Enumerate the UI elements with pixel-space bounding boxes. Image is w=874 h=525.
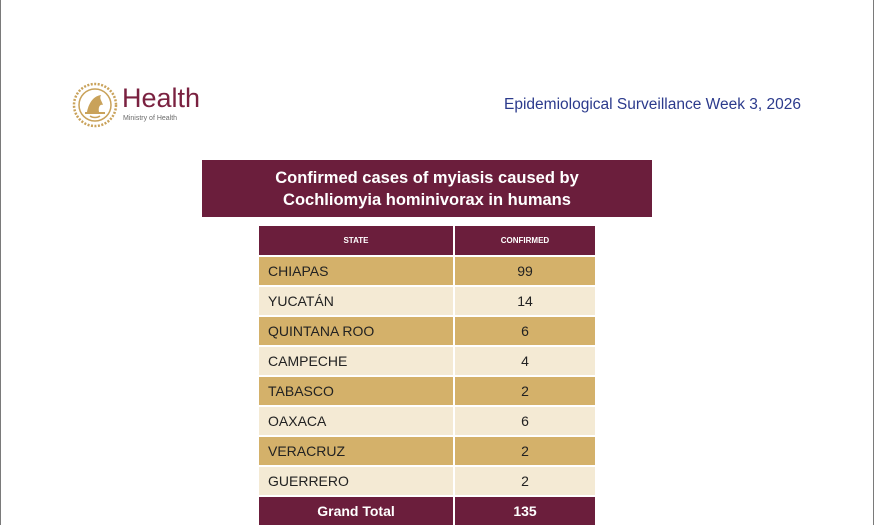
logo-subtitle: Ministry of Health [123,115,178,122]
confirmed-cell: 99 [454,256,595,286]
page-border-left [0,0,1,525]
state-cell: OAXACA [259,406,454,436]
state-cell: CAMPECHE [259,346,454,376]
confirmed-cell: 2 [454,376,595,406]
table-title-banner [202,160,652,217]
state-cell: QUINTANA ROO [259,316,454,346]
grand-total-value: 135 [454,496,595,525]
table-row [259,436,595,466]
confirmed-cell: 2 [454,436,595,466]
table-title: Confirmed cases of myiasis caused by Cochliomyia hominivorax in humans [275,168,579,209]
cases-table [259,226,595,525]
table-row [259,346,595,376]
confirmed-cell: 6 [454,316,595,346]
column-header-confirmed: CONFIRMED [454,226,595,256]
confirmed-cell: 4 [454,346,595,376]
state-cell: VERACRUZ [259,436,454,466]
confirmed-cell: 6 [454,406,595,436]
table-row [259,256,595,286]
table-row [259,316,595,346]
table-row [259,376,595,406]
grand-total-label: Grand Total [259,496,454,525]
report-title: Epidemiological Surveillance Week 3, 2026 [504,96,801,113]
confirmed-cell: 14 [454,286,595,316]
table-header-row [259,226,595,256]
grand-total-row [259,496,595,525]
logo-title: Health [122,83,201,113]
state-cell: TABASCO [259,376,454,406]
state-cell: YUCATÁN [259,286,454,316]
state-cell: GUERRERO [259,466,454,496]
health-logo [72,80,222,130]
column-header-state: STATE [259,226,454,256]
confirmed-cell: 2 [454,466,595,496]
state-cell: CHIAPAS [259,256,454,286]
national-seal-icon [72,82,118,128]
table-row [259,286,595,316]
table-row [259,406,595,436]
table-row [259,466,595,496]
